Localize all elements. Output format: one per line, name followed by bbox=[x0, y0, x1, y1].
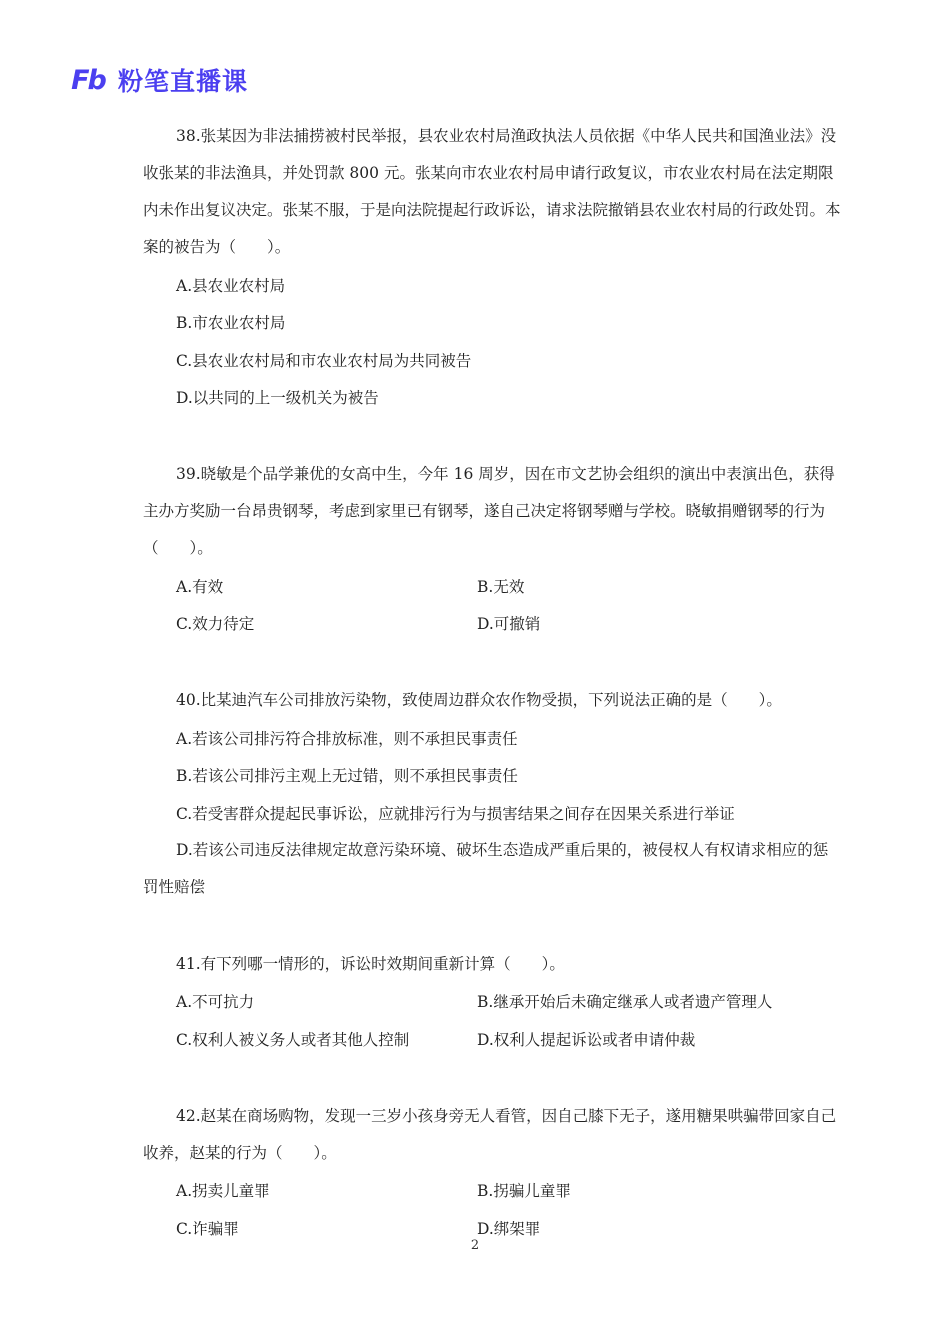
option-d: D.绑架罪 bbox=[477, 1219, 541, 1238]
option-a: A.不可抗力 bbox=[176, 993, 255, 1012]
option-d: D.以共同的上一级机关为被告 bbox=[176, 389, 379, 408]
option-a: A.有效 bbox=[176, 577, 224, 596]
question-stem: 38.张某因为非法捕捞被村民举报，县农业农村局渔政执法人员依据《中华人民共和国渔业法》没收张某的非法渔具，并处罚款 800 元。张某向市农业农村局申请行政复议，市农业农村局在法定期限内未作出复议决定。张某不服，于是向法院提起行政诉讼，请求法院撤销县农业农村局的行政处罚。本案的被告为（ ）。 bbox=[143, 127, 841, 256]
option-b: B.市农业农村局 bbox=[176, 314, 286, 333]
option-a: A.县农业农村局 bbox=[176, 276, 286, 295]
option-c: C.效力待定 bbox=[176, 615, 255, 634]
option-b: B.继承开始后未确定继承人或者遗产管理人 bbox=[477, 993, 773, 1012]
question-42 bbox=[143, 1098, 843, 1247]
option-b: B.拐骗儿童罪 bbox=[477, 1182, 571, 1201]
question-40 bbox=[143, 682, 843, 906]
question-list bbox=[143, 118, 843, 1287]
question-39 bbox=[143, 456, 843, 642]
question-stem: 40.比某迪汽车公司排放污染物，致使周边群众农作物受损，下列说法正确的是（ ）。 bbox=[176, 691, 782, 709]
option-a: A.拐卖儿童罪 bbox=[176, 1182, 270, 1201]
question-stem: 39.晓敏是个品学兼优的女高中生，今年 16 周岁，因在市文艺协会组织的演出中表演出色，获得主办方奖励一台昂贵钢琴，考虑到家里已有钢琴，遂自己决定将钢琴赠与学校。晓敏捐赠钢琴的行为（ ）。 bbox=[143, 465, 835, 557]
option-d: D.若该公司违反法律规定故意污染环境、破坏生态造成严重后果的，被侵权人有权请求相应的惩罚性赔偿 bbox=[143, 840, 829, 896]
option-d: D.可撤销 bbox=[477, 615, 541, 634]
option-b: B.无效 bbox=[477, 577, 525, 596]
fb-logo-icon: Fb bbox=[71, 64, 105, 96]
option-c: C.若受害群众提起民事诉讼，应就排污行为与损害结果之间存在因果关系进行举证 bbox=[176, 804, 735, 823]
option-b: B.若该公司排污主观上无过错，则不承担民事责任 bbox=[176, 767, 518, 786]
option-a: A.若该公司排污符合排放标准，则不承担民事责任 bbox=[176, 729, 518, 748]
question-38 bbox=[143, 118, 843, 416]
question-stem: 42.赵某在商场购物，发现一三岁小孩身旁无人看管，因自己膝下无子，遂用糖果哄骗带回家自己收养，赵某的行为（ ）。 bbox=[143, 1106, 837, 1162]
option-d: D.权利人提起诉讼或者申请仲裁 bbox=[477, 1030, 696, 1049]
option-c: C.权利人被义务人或者其他人控制 bbox=[176, 1030, 410, 1049]
brand-logo bbox=[66, 60, 248, 100]
page-number: 2 bbox=[470, 1238, 480, 1253]
question-41 bbox=[143, 946, 843, 1058]
option-c: C.县农业农村局和市农业农村局为共同被告 bbox=[176, 351, 472, 370]
option-c: C.诈骗罪 bbox=[176, 1219, 239, 1238]
brand-name: 粉笔直播课 bbox=[118, 67, 249, 96]
question-stem: 41.有下列哪一情形的，诉讼时效期间重新计算（ ）。 bbox=[176, 954, 565, 973]
